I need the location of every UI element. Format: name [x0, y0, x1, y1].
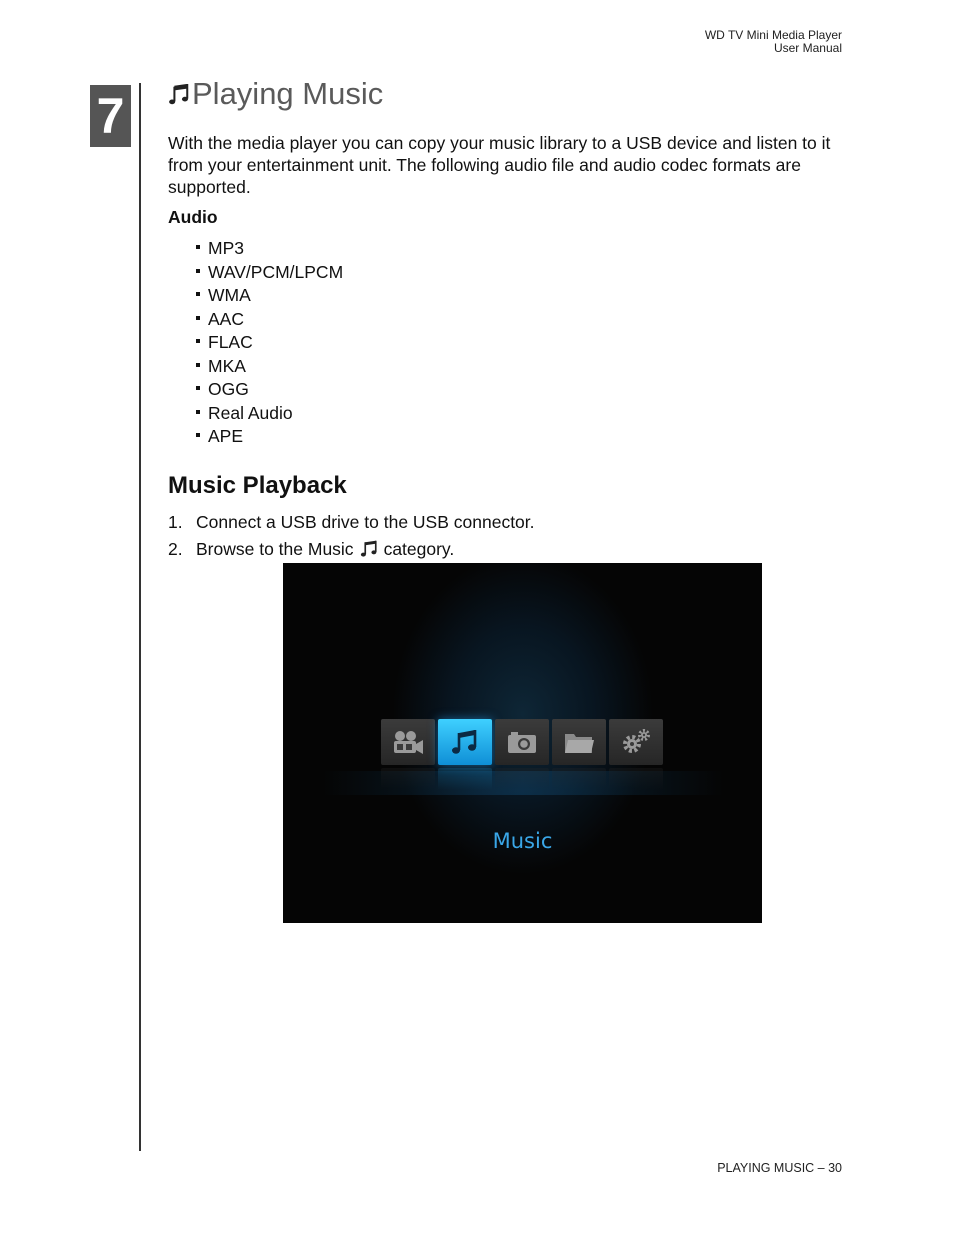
video-camera-icon [391, 727, 425, 757]
menu-item-video[interactable] [381, 719, 435, 765]
audio-format-text: OGG [208, 379, 249, 399]
step-text: Browse to the Music [196, 538, 354, 559]
audio-format-item [196, 284, 343, 308]
gear-icon [619, 727, 653, 757]
reflection-tile [552, 768, 606, 790]
reflection-tile [438, 768, 492, 790]
selected-category-label: Music [492, 829, 553, 853]
music-note-icon [360, 540, 378, 558]
step-2 [168, 535, 535, 562]
bullet-marker [196, 433, 200, 437]
music-playback-heading: Music Playback [168, 472, 347, 499]
intro-paragraph: With the media player you can copy your music library to a USB device and listen to it from your entertainment unit. The following audio file and audio codec formats are supported. [168, 133, 831, 197]
music-note-icon [448, 727, 482, 757]
step-text-end: category. [383, 538, 455, 559]
step-number: 1. [168, 511, 183, 532]
audio-format-text: MKA [208, 355, 246, 376]
playback-steps [168, 508, 535, 562]
bullet-marker [196, 269, 200, 273]
menu-item-photos[interactable] [495, 719, 549, 765]
reflection-tile [609, 768, 663, 790]
audio-format-item [196, 261, 343, 285]
page-title-text: Playing Music [192, 76, 384, 111]
music-note-icon [168, 84, 190, 106]
bullet-marker [196, 245, 200, 249]
chapter-number: 7 [90, 85, 131, 147]
page-footer: PLAYING MUSIC – 30 [717, 1161, 842, 1175]
audio-format-item [196, 425, 343, 449]
audio-format-list [196, 237, 343, 449]
bullet-marker [196, 292, 200, 296]
audio-format-item [196, 378, 343, 402]
menu-item-settings[interactable] [609, 719, 663, 765]
audio-format-item [196, 355, 343, 379]
audio-heading: Audio [168, 207, 218, 227]
audio-format-text: MP3 [208, 238, 244, 258]
reflection-tile [495, 768, 549, 790]
step-number: 2. [168, 538, 183, 559]
audio-format-text: AAC [208, 308, 244, 329]
home-menu-screenshot [283, 563, 762, 923]
audio-format-text: WMA [208, 285, 251, 305]
page-header [705, 29, 842, 55]
bullet-marker [196, 339, 200, 343]
margin-rule [139, 83, 141, 1151]
audio-format-text: WAV/PCM/LPCM [208, 261, 344, 282]
reflection-tile [381, 768, 435, 790]
step-1 [168, 508, 535, 535]
audio-format-text: FLAC [208, 332, 253, 352]
menu-item-music[interactable] [438, 719, 492, 765]
bullet-marker [196, 316, 200, 320]
bullet-marker [196, 386, 200, 390]
audio-format-text: Real Audio [208, 402, 293, 423]
header-doc-type: User Manual [773, 41, 842, 55]
audio-format-item [196, 402, 343, 426]
step-text: Connect a USB drive to the USB connector. [196, 511, 535, 532]
photo-camera-icon [505, 727, 539, 757]
audio-format-item [196, 308, 343, 332]
audio-format-text: APE [208, 426, 244, 446]
audio-format-item [196, 237, 343, 261]
menu-reflection [381, 768, 663, 790]
audio-format-item [196, 331, 343, 355]
folder-icon [562, 727, 596, 757]
bullet-marker [196, 410, 200, 414]
bullet-marker [196, 363, 200, 367]
page-title [168, 76, 383, 112]
header-product: WD TV Mini Media Player [704, 28, 842, 42]
menu-item-files[interactable] [552, 719, 606, 765]
menu-bar [381, 719, 663, 765]
